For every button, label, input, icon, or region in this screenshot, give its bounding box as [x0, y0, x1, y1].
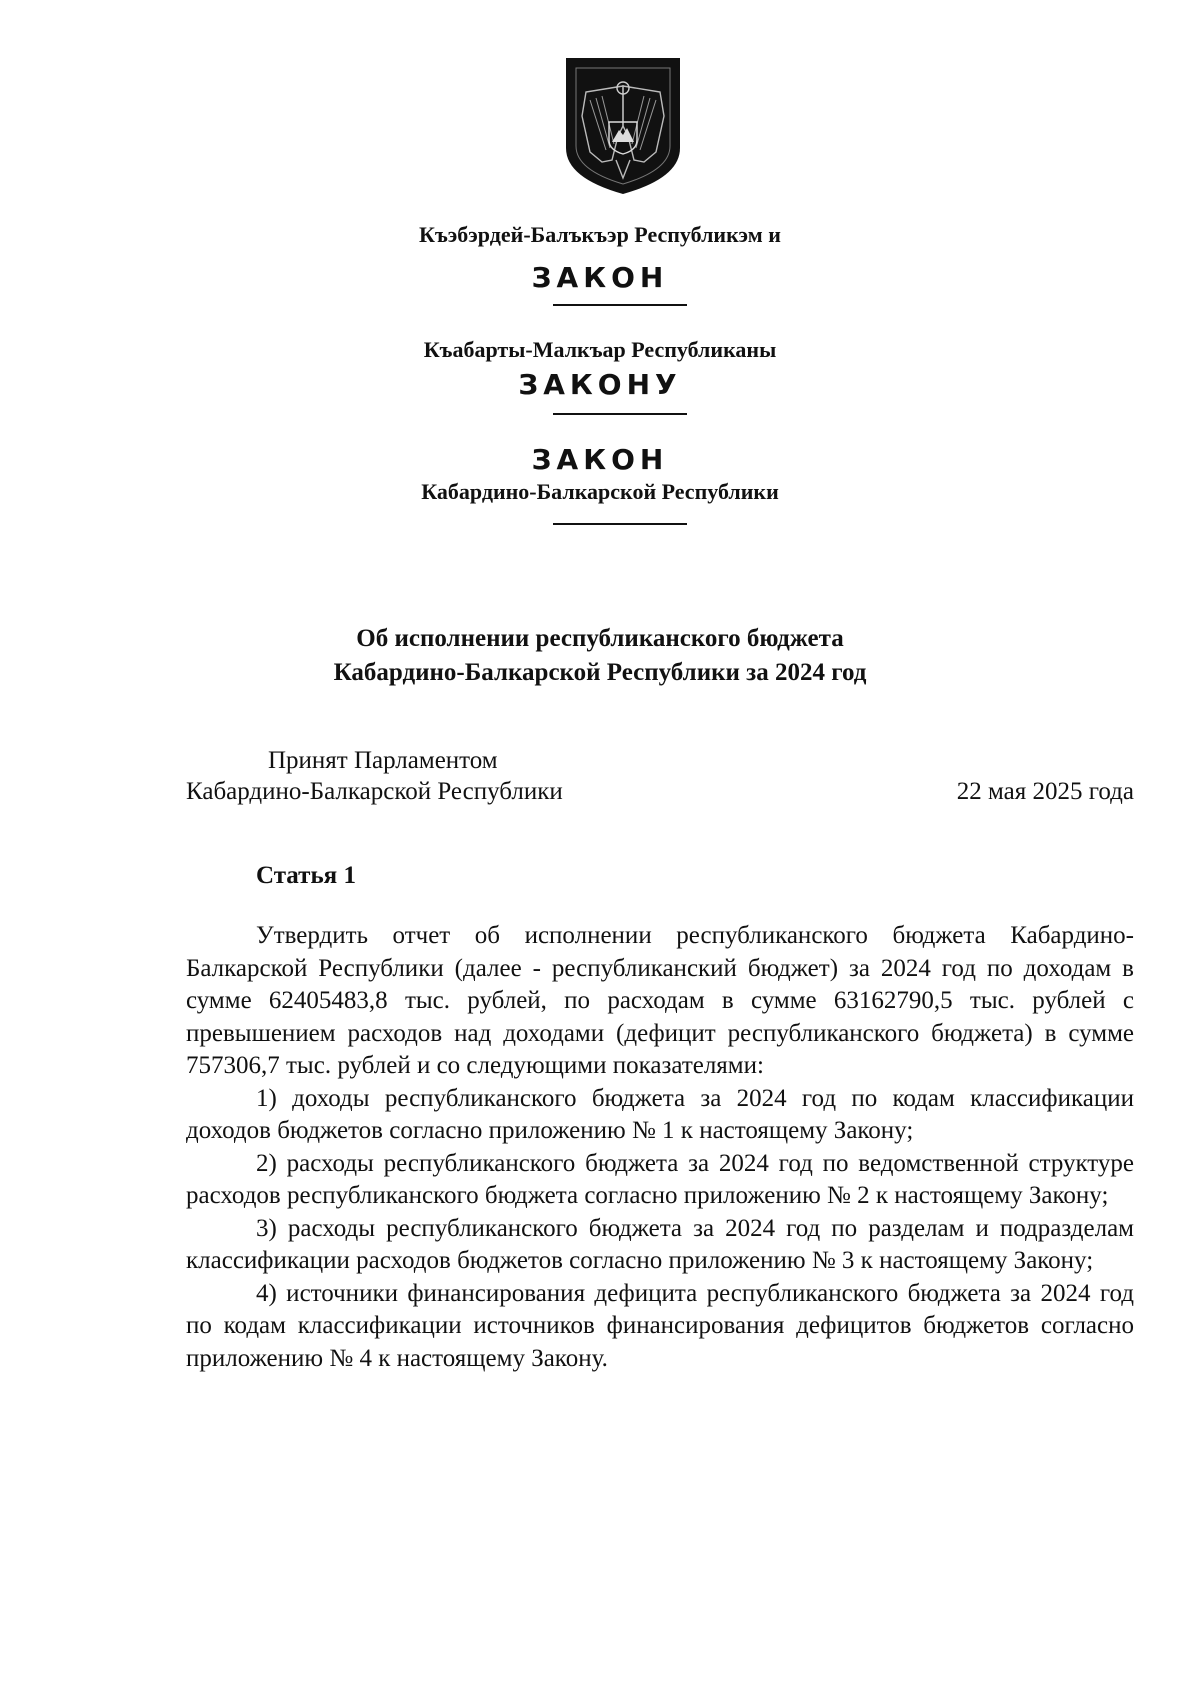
adoption-line-2: Кабардино-Балкарской Республики [186, 778, 563, 805]
document-title-line-1: Об исполнении республиканского бюджета [356, 625, 844, 652]
kabardian-republic-line: Къэбэрдей-Балъкъэр Республикэм и [419, 222, 781, 247]
divider-line [553, 304, 687, 306]
adoption-line-1: Принят Парламентом [268, 747, 498, 774]
article-body [186, 920, 1134, 1375]
adoption-date: 22 мая 2025 года [956, 778, 1134, 805]
article-heading: Статья 1 [256, 862, 356, 889]
list-item: 3) расходы республиканского бюджета за 2024 год по разделам и подразделам классификации расходов бюджетов согласно приложению № 3 к настоящему Закону; [186, 1214, 1134, 1274]
balkar-republic-line: Къабарты-Малкъар Республиканы [423, 337, 777, 362]
list-item: 4) источники финансирования дефицита республиканского бюджета за 2024 год по кодам классификации источников финансирования дефицитов бюджетов согласно приложению № 4 к настоящему Закону. [186, 1279, 1134, 1372]
list-item: 2) расходы республиканского бюджета за 2024 год по ведомственной структуре расходов республиканского бюджета согласно приложению № 2 к настоящему Закону; [186, 1149, 1134, 1209]
russian-law-heading: ЗАКОН [531, 443, 669, 476]
article-intro-paragraph: Утвердить отчет об исполнении республиканского бюджета Кабардино-Балкарской Республики (далее - республиканский бюджет) за 2024 год по доходам в сумме 62405483,8 тыс. рублей, по расходам в сумме 63162790,5 тыс. рублей с превышением расходов над доходами (дефицит республиканского бюджета) в сумме 757306,7 тыс. рублей и со следующими показателями: [186, 922, 1134, 1079]
divider-line [553, 523, 687, 525]
divider-line [553, 413, 687, 415]
russian-republic-line: Кабардино-Балкарской Республики [421, 479, 779, 504]
coat-of-arms-icon [562, 56, 684, 196]
kabardian-law-heading: ЗАКОН [531, 261, 669, 294]
balkar-law-heading: ЗАКОНУ [518, 368, 682, 401]
document-title-line-2: Кабардино-Балкарской Республики за 2024 год [333, 659, 867, 686]
list-item: 1) доходы республиканского бюджета за 2024 год по кодам классификации доходов бюджетов согласно приложению № 1 к настоящему Закону; [186, 1084, 1134, 1144]
